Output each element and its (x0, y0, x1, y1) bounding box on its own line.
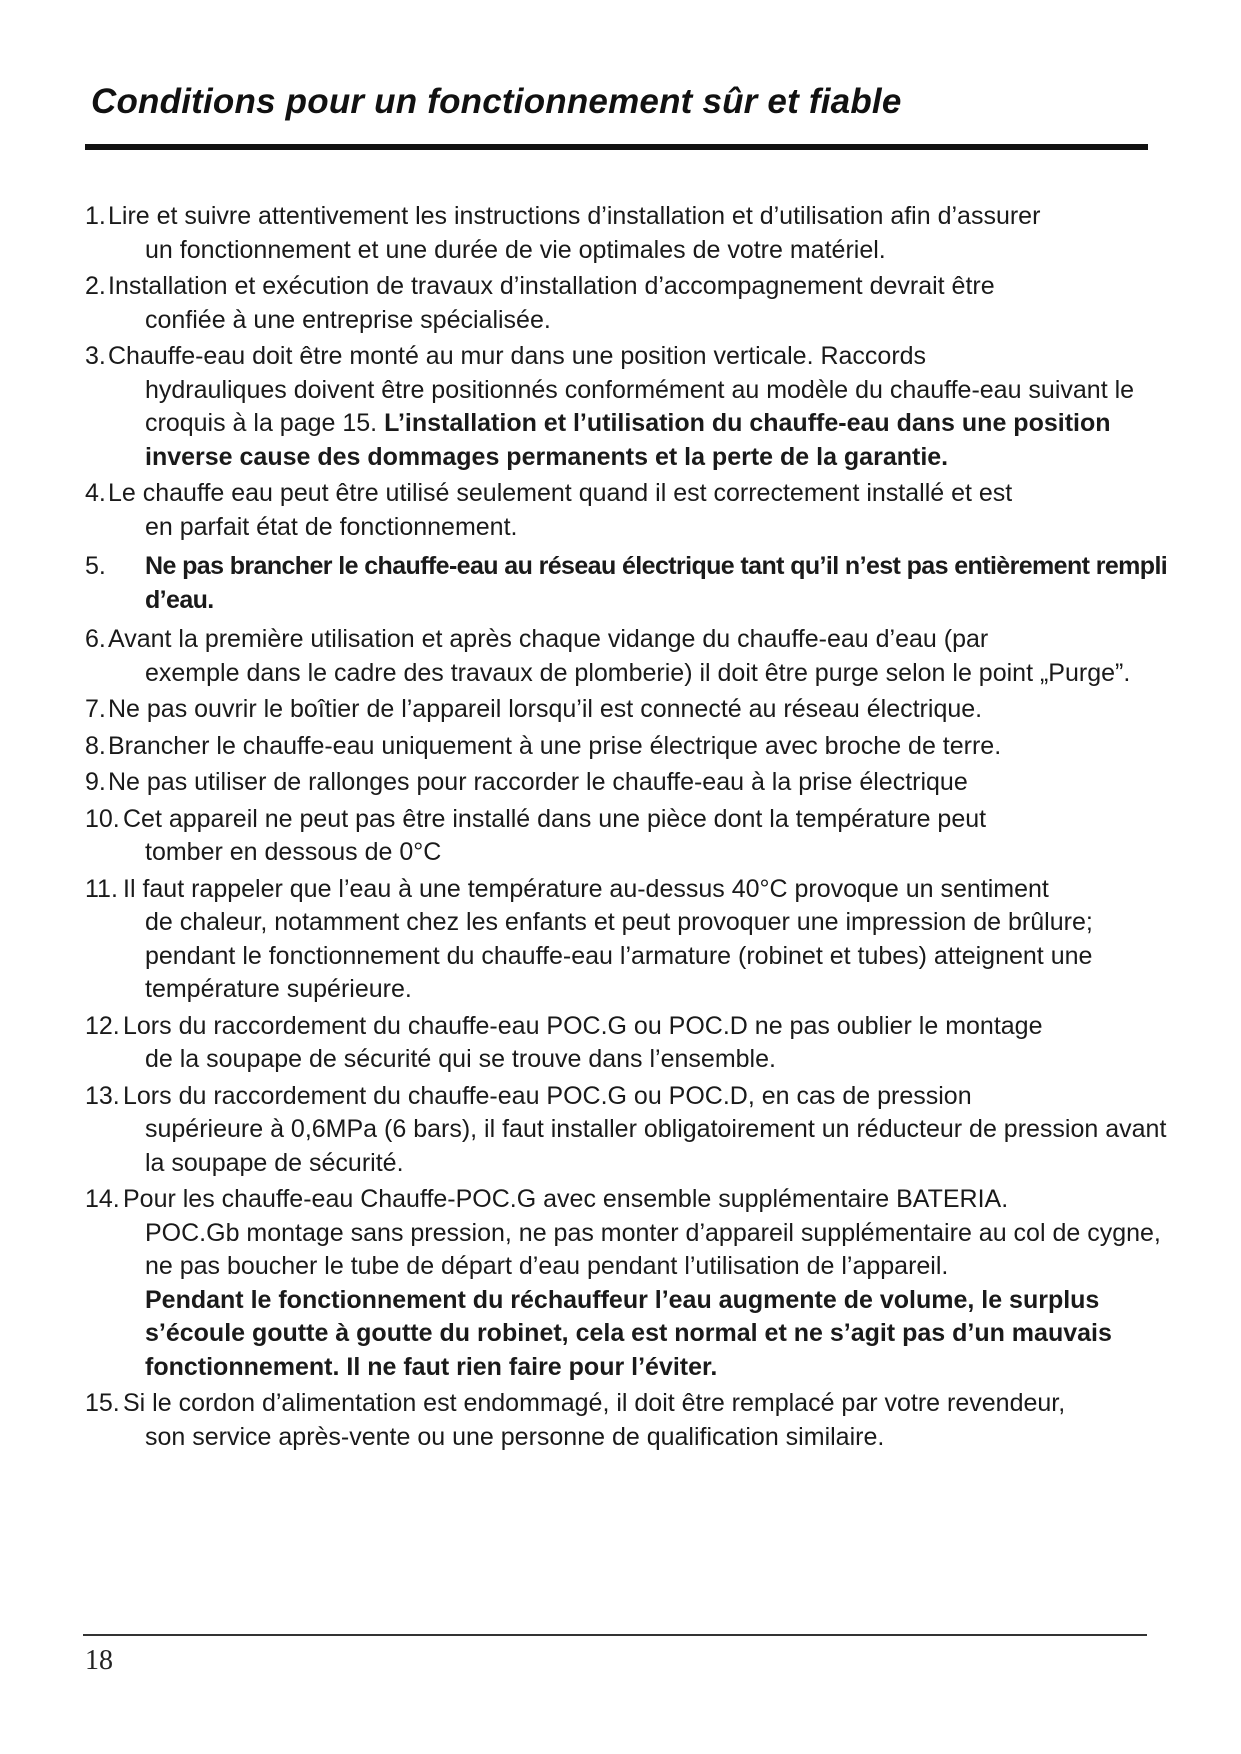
list-item (85, 340, 1175, 474)
item-text-first-line: Installation et exécution de travaux d’installation d’accompagnement devrait être (108, 272, 995, 300)
list-item (85, 1183, 1175, 1384)
item-text-first-line: Le chauffe eau peut être utilisé seulement quand il est correctement installé et est (108, 479, 1013, 507)
list-item (85, 623, 1175, 690)
list-item (85, 477, 1175, 544)
item-text-first-line: Brancher le chauffe-eau uniquement à une prise électrique avec broche de terre. (108, 731, 1002, 760)
item-number: 8. (85, 731, 106, 760)
item-text: POC.Gb montage sans pression, ne pas monter d’appareil supplémentaire au col de cygne, ne pas boucher le tube de départ d’eau pendant l’utilisation de l’appareil. (145, 1218, 1161, 1280)
item-text-first-line: Avant la première utilisation et après chaque vidange du chauffe-eau d’eau (par (108, 625, 989, 653)
item-warning-text: Ne pas brancher le chauffe-eau au réseau électrique tant qu’il n’est pas entièrement rempli d’eau. (145, 552, 1168, 614)
title-underline (85, 144, 1148, 150)
item-number: 6. (85, 625, 106, 653)
item-number: 9. (85, 768, 106, 796)
item-text: en parfait état de fonctionnement. (145, 512, 518, 541)
list-item (85, 550, 1175, 617)
item-text: tomber en dessous de 0°C (145, 838, 442, 866)
list-item (85, 1010, 1175, 1077)
item-text: un fonctionnement et une durée de vie optimales de votre matériel. (145, 235, 886, 264)
item-text: confiée à une entreprise spécialisée. (145, 305, 551, 334)
item-number: 13. (85, 1081, 120, 1110)
page-title: Conditions pour un fonctionnement sûr et fiable (91, 82, 902, 121)
item-text: de la soupape de sécurité qui se trouve dans l’ensemble. (145, 1045, 776, 1073)
item-number: 7. (85, 695, 106, 723)
list-item (85, 873, 1175, 1007)
list-item (85, 1080, 1175, 1181)
item-number: 15. (85, 1389, 120, 1417)
list-item (85, 270, 1175, 337)
item-text: de chaleur, notamment chez les enfants et peut provoquer une impression de brûlure; pendant le fonctionnement du chauffe-eau l’armature (robinet et tubes) atteignent une température supérieure. (145, 908, 1093, 1003)
footer-divider (83, 1634, 1147, 1636)
item-text-first-line: Chauffe-eau doit être monté au mur dans une position verticale. Raccords (108, 342, 927, 370)
item-text-first-line: Il faut rappeler que l’eau à une température au-dessus 40°C provoque un sentiment (123, 874, 1049, 903)
item-text: exemple dans le cadre des travaux de plomberie) il doit être purge selon le point „Purge”. (145, 658, 1131, 687)
item-number: 14. (85, 1185, 120, 1213)
item-text-first-line: Si le cordon d’alimentation est endommagé, il doit être remplacé par votre revendeur, (123, 1389, 1066, 1417)
list-item (85, 730, 1175, 764)
list-item (85, 693, 1175, 727)
item-text-first-line: Lire et suivre attentivement les instructions d’installation et d’utilisation afin d’assurer (108, 202, 1041, 230)
item-number: 11. (85, 874, 118, 903)
item-warning-text: L’installation et l’utilisation du chauffe-eau dans une position inverse cause des dommages permanents et la perte de la garantie. (145, 409, 1111, 471)
page-number: 18 (85, 1645, 113, 1676)
item-text: son service après-vente ou une personne de qualification similaire. (145, 1422, 885, 1451)
item-text: supérieure à 0,6MPa (6 bars), il faut installer obligatoirement un réducteur de pression avant la soupape de sécurité. (145, 1115, 1167, 1177)
item-number: 12. (85, 1011, 120, 1040)
item-text: hydrauliques doivent être positionnés conformément au modèle du chauffe-eau suivant le croquis à la page 15. (145, 375, 1135, 437)
list-item (85, 1387, 1175, 1454)
item-number: 2. (85, 272, 106, 300)
item-text-first-line: Lors du raccordement du chauffe-eau POC.G ou POC.D ne pas oublier le montage (123, 1011, 1043, 1040)
item-number: 3. (85, 342, 106, 370)
item-number: 5. (85, 552, 106, 580)
item-text-first-line: Pour les chauffe-eau Chauffe-POC.G avec ensemble supplémentaire BATERIA. (123, 1185, 1009, 1213)
item-text-first-line: Lors du raccordement du chauffe-eau POC.G ou POC.D, en cas de pression (123, 1081, 972, 1110)
item-text-first-line: Ne pas ouvrir le boîtier de l’appareil lorsqu’il est connecté au réseau électrique. (108, 695, 983, 723)
item-number: 4. (85, 479, 106, 507)
list-item (85, 200, 1175, 267)
item-number: 10. (85, 804, 120, 833)
item-text-with-warning (145, 374, 1175, 475)
item-text-first-line: Ne pas utiliser de rallonges pour raccorder le chauffe-eau à la prise électrique (108, 768, 968, 796)
item-text-first-line: Cet appareil ne peut pas être installé dans une pièce dont la température peut (123, 804, 987, 833)
item-warning-text: Pendant le fonctionnement du réchauffeur l’eau augmente de volume, le surplus s’écoule goutte à goutte du robinet, cela est normal et ne s’agit pas d’un mauvais fonctionnement. Il ne faut rien faire pour l’éviter. (145, 1285, 1112, 1381)
list-item (85, 766, 1175, 800)
list-item (85, 803, 1175, 870)
item-number: 1. (85, 202, 106, 230)
conditions-list (85, 200, 1175, 1457)
